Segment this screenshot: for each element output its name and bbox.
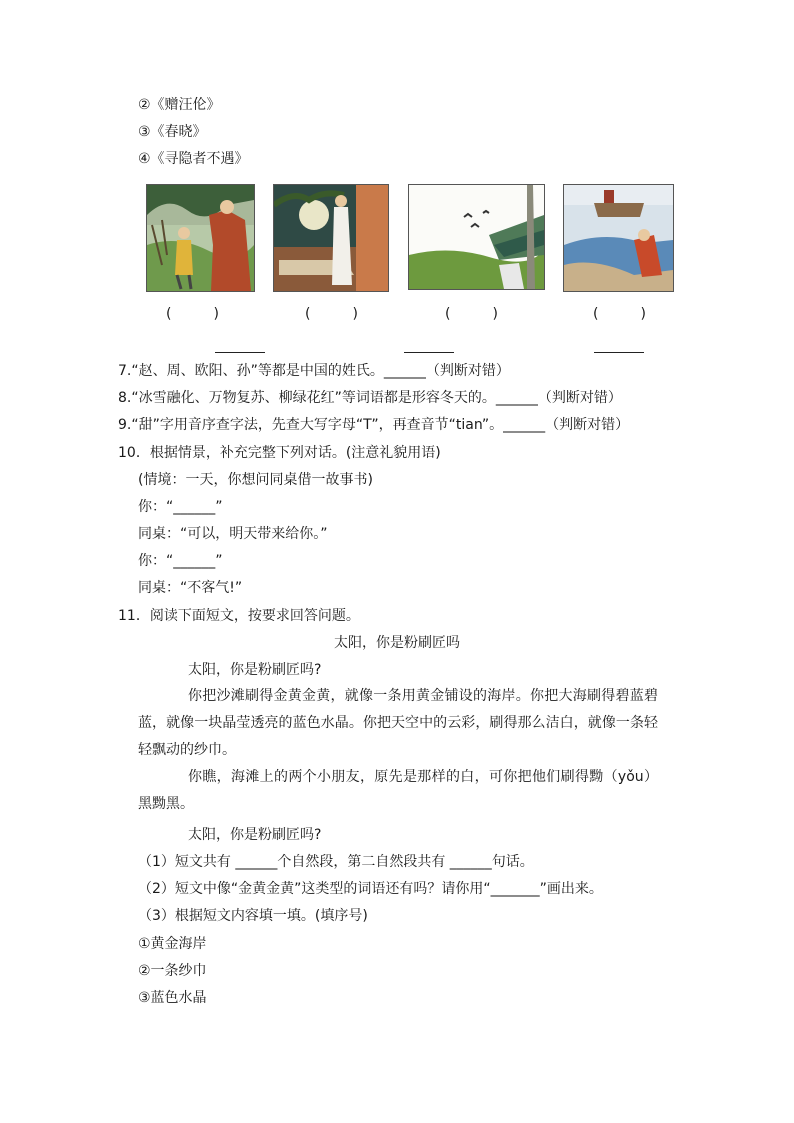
poem-option-2: ②《赠汪伦》 — [138, 97, 221, 113]
poem-illustration-4 — [563, 184, 674, 292]
poem-option-4: ④《寻隐者不遇》 — [138, 151, 249, 167]
answer-bracket-3[interactable]: ( ) — [445, 306, 498, 322]
article-paragraph-2: 你把沙滩刷得金黄金黄，就像一条用黄金铺设的海岸。你把大海刷得碧蓝碧蓝，就像一块晶莹透亮的蓝色水晶。你把天空中的云彩，刷得那么洁白，就像一条轻轻飘动的纱巾。 — [138, 688, 658, 758]
fill-option-2: ②一条纱巾 — [138, 963, 207, 979]
answer-bracket-1[interactable]: ( ) — [166, 306, 219, 322]
question-8: 8.“冰雪融化、万物复苏、柳绿花红”等词语都是形容冬天的。______（判断对错） — [118, 390, 622, 406]
question-10-title: 10．根据情景，补充完整下列对话。(注意礼貌用语) — [118, 445, 441, 461]
question-10-scene: (情境：一天，你想问同桌借一故事书) — [138, 472, 373, 488]
answer-blank-3[interactable] — [594, 352, 644, 353]
poem-illustration-2 — [273, 184, 389, 292]
question-11-title: 11．阅读下面短文，按要求回答问题。 — [118, 608, 360, 624]
article-paragraph-3: 你瞧，海滩上的两个小朋友，原先是那样的白，可你把他们刷得黝（yǒu）黑黝黑。 — [138, 769, 658, 812]
fill-option-3: ③蓝色水晶 — [138, 990, 207, 1006]
sub-question-3: （3）根据短文内容填一填。(填序号) — [138, 908, 368, 924]
article-title: 太阳，你是粉刷匠吗 — [334, 635, 460, 651]
answer-blank-1[interactable] — [215, 352, 265, 353]
question-7: 7.“赵、周、欧阳、孙”等都是中国的姓氏。______（判断对错） — [118, 363, 510, 379]
sub-question-2: （2）短文中像“金黄金黄”这类型的词语还有吗？请你用“_______”画出来。 — [138, 881, 603, 897]
question-9: 9.“甜”字用音序查字法，先查大写字母“T”，再查音节“tian”。______（判断对错） — [118, 417, 630, 433]
answer-bracket-2[interactable]: ( ) — [305, 306, 358, 322]
poem-illustration-1 — [146, 184, 255, 292]
dialogue-line-1: 你：“______” — [138, 499, 223, 515]
answer-blank-2[interactable] — [404, 352, 454, 353]
dialogue-line-4: 同桌：“不客气!” — [138, 580, 243, 596]
dialogue-line-2: 同桌：“可以，明天带来给你。” — [138, 526, 328, 542]
article-paragraph-4: 太阳，你是粉刷匠吗? — [188, 827, 322, 843]
poem-option-3: ③《春晓》 — [138, 124, 207, 140]
article-paragraph-1: 太阳，你是粉刷匠吗? — [188, 662, 322, 678]
dialogue-line-3: 你：“______” — [138, 553, 223, 569]
answer-bracket-4[interactable]: ( ) — [593, 306, 646, 322]
fill-option-1: ①黄金海岸 — [138, 936, 207, 952]
poem-illustration-3 — [408, 184, 545, 290]
sub-question-1: （1）短文共有 ______个自然段，第二自然段共有 ______句话。 — [138, 854, 534, 870]
